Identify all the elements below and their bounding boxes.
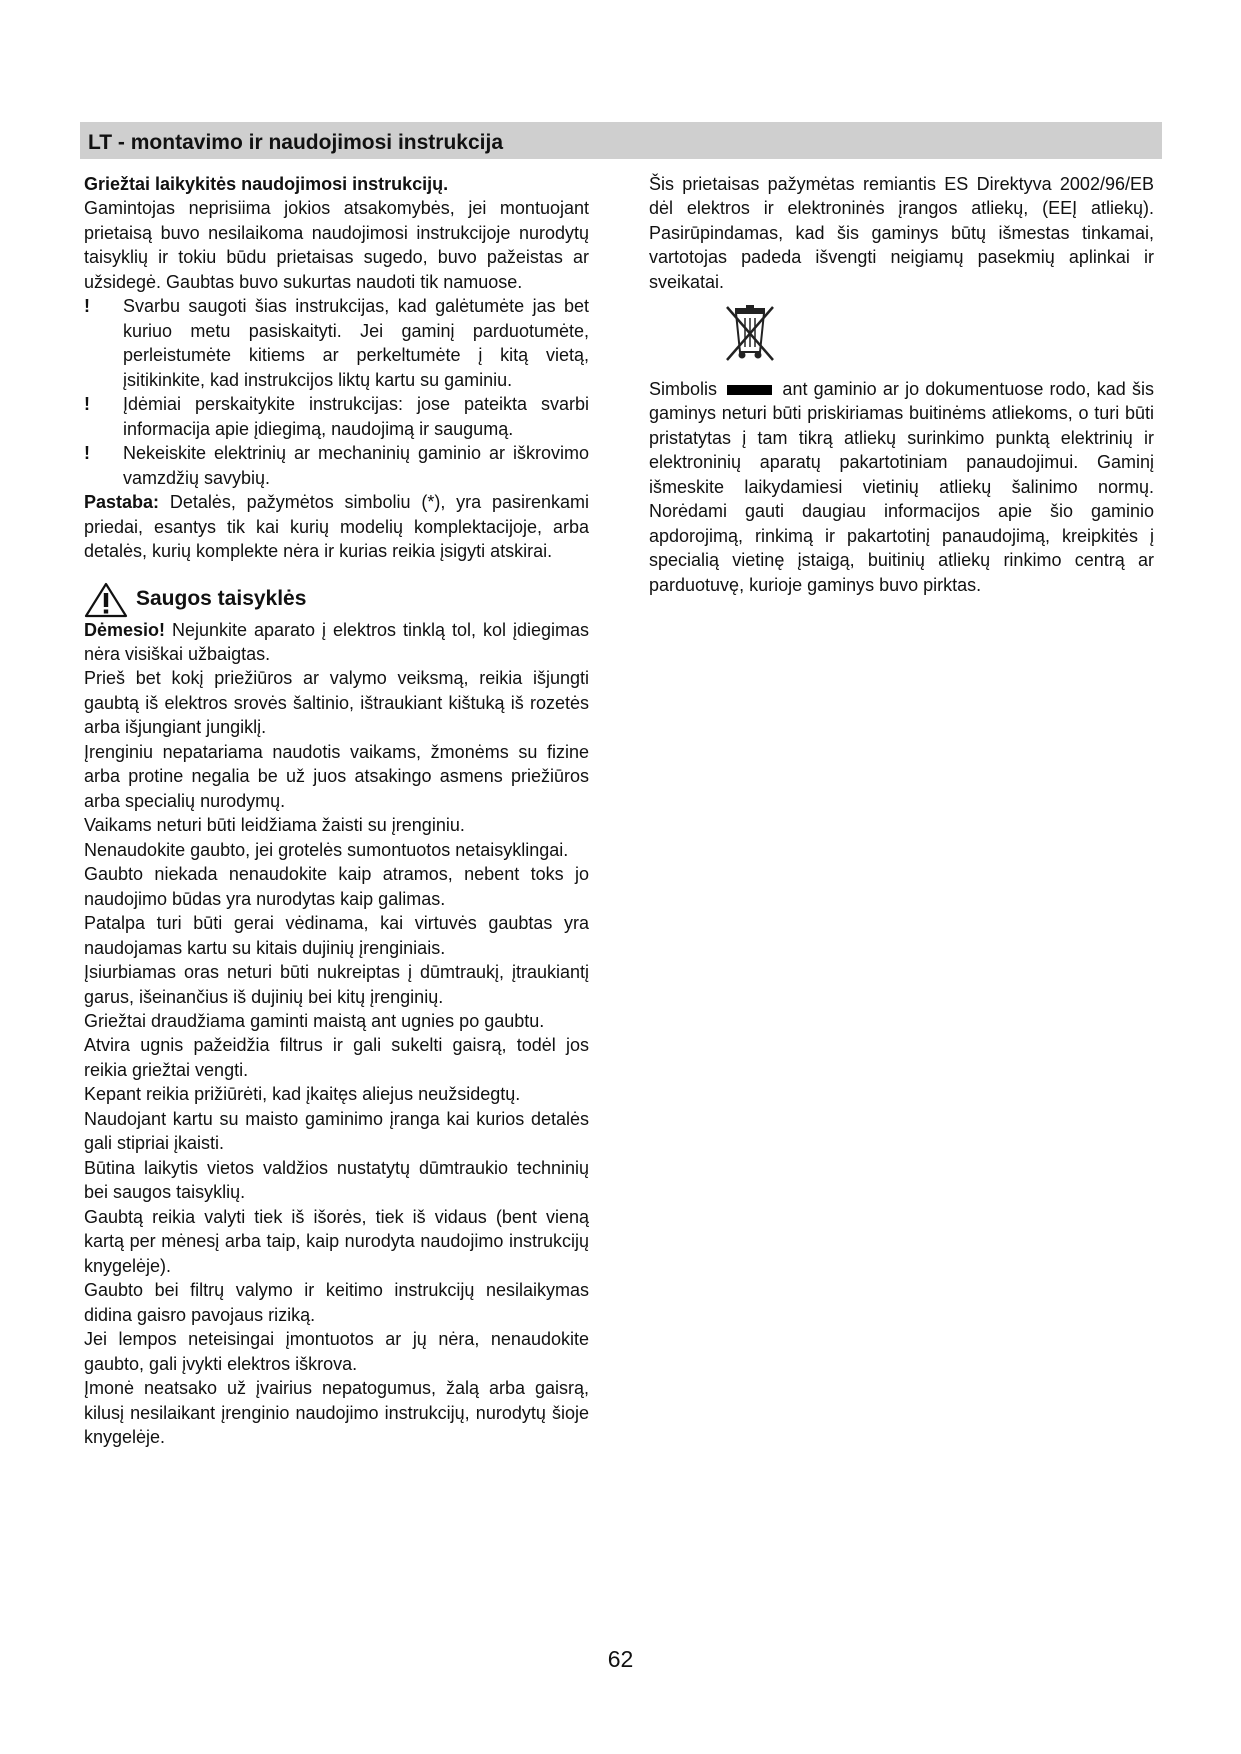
safety-paragraph: Įsiurbiamas oras neturi būti nukreiptas į dūmtraukį, įtraukiantį garus, išeinančius iš dujinių bei kitų įrenginių.	[84, 962, 589, 1007]
note-label: Pastaba:	[84, 492, 160, 513]
attention-text: Nejunkite aparato į elektros tinklą tol, kol įdiegimas nėra visiškai užbaigtas.	[84, 619, 589, 664]
black-bar-icon	[727, 385, 772, 395]
safety-paragraph: Griežtai draudžiama gaminti maistą ant ugnies po gaubtu.	[84, 1011, 545, 1031]
attention-paragraph	[84, 618, 589, 667]
safety-paragraph: Gaubto bei filtrų valymo ir keitimo instrukcijų nesilaikymas didina gaisro pavojaus riziką.	[84, 1280, 589, 1325]
section-title: LT - montavimo ir naudojimosi instrukcija	[88, 131, 503, 154]
safety-paragraph: Įmonė neatsako už įvairius nepatogumus, žalą arba gaisrą, kilusį nesilaikant įrenginio naudojimo instrukcijų, nurodytų šioje knygelėje.	[84, 1378, 589, 1447]
warning-item	[84, 441, 589, 490]
safety-paragraph: Prieš bet kokį priežiūros ar valymo veiksmą, reikia išjungti gaubtą iš elektros srovės šaltinio, ištraukiant kištuką iš rozetės arba išjungiant jungiklį.	[84, 668, 589, 738]
symbol-text: ant gaminio ar jo dokumentuose rodo, kad šis gaminys neturi būti priskiriamas buitinėms atliekoms, o turi būti pristatytas į tam tikrą atliekų surinkimo punktą elektrinių ir elektroninių aparatų pakartotiniam panaudojimui. Gaminį išmeskite laikydamiesi vietinių atliekų šalinimo normų. Norėdami gauti daugiau informacijos apie šio gaminio apdorojimą, rinkimą ir pakartotinį panaudojimą, kreipkitės į specialią vietinę įstaigą, buitinių atliekų rinkimo centrą ar parduotuvę, kurioje gaminys buvo pirktas.	[649, 378, 1154, 595]
safety-heading	[84, 582, 589, 618]
safety-paragraph: Nenaudokite gaubto, jei grotelės sumontuotos netaisyklingai.	[84, 839, 569, 860]
weee-text: Šis prietaisas pažymėtas remiantis ES Direktyva 2002/96/EB dėl elektros ir elektroninės įrangos atliekų, (EEĮ atliekų). Pasirūpindamas, kad šis gaminys būtų išmestas tinkamai, vartotojas padeda išvengti neigiamų pasekmių aplinkai ir sveikatai.	[649, 174, 1154, 292]
safety-paragraph: Jei lempos neteisingai įmontuotos ar jų nėra, nenaudokite gaubto, gali įvykti elektros iškrova.	[84, 1329, 589, 1374]
warning-triangle-icon	[84, 582, 128, 618]
intro-text: Gamintojas neprisiima jokios atsakomybės, jei montuojant prietaisą buvo nesilaikoma naudojimosi instrukcijoje nurodytų taisyklių ir tokiu būdu prietaisas sugedo, buvo pažeistas ar užsidegė. Gaubtas buvo sukurtas naudoti tik namuose.	[84, 198, 589, 292]
weee-bin-icon	[721, 304, 1154, 368]
safety-paragraph: Gaubtą reikia valyti tiek iš išorės, tiek iš vidaus (bent vieną kartą per mėnesį arba taip, kaip nurodyta naudojimo instrukcijų knygelėje).	[84, 1206, 589, 1276]
safety-paragraph: Vaikams neturi būti leidžiama žaisti su įrenginiu.	[84, 815, 465, 836]
warning-text: Svarbu saugoti šias instrukcijas, kad galėtumėte jas bet kuriuo metu pasiskaityti. Jei gaminį parduotumėte, perleistumėte kitiems ar perkeltumėte į kitą vietą, įsitikinkite, kad instrukcijos liktų kartu su gaminiu.	[123, 296, 589, 390]
safety-paragraph: Patalpa turi būti gerai vėdinama, kai virtuvės gaubtas yra naudojamas kartu su kitais dujinių įrenginiais.	[84, 913, 589, 958]
warning-mark: !	[84, 394, 90, 415]
intro-heading: Griežtai laikykitės naudojimosi instrukcijų.	[84, 174, 449, 194]
page-number: 62	[607, 1646, 634, 1672]
safety-paragraph: Naudojant kartu su maisto gaminimo įranga kai kurios detalės gali stipriai įkaisti.	[84, 1108, 589, 1154]
safety-paragraph: Gaubto niekada nenaudokite kaip atramos, nebent toks jo naudojimo būdas yra nurodytas kaip galimas.	[84, 864, 589, 909]
safety-paragraph: Atvira ugnis pažeidžia filtrus ir gali sukelti gaisrą, todėl jos reikia griežtai vengti.	[84, 1035, 589, 1080]
warning-mark: !	[84, 296, 90, 317]
note-paragraph	[84, 490, 589, 563]
safety-paragraph: Būtina laikytis vietos valdžios nustatytų dūmtraukio techninių bei saugos taisyklių.	[84, 1157, 589, 1203]
safety-title: Saugos taisyklės	[136, 587, 307, 611]
note-text: Detalės, pažymėtos simboliu (*), yra pasirenkami priedai, esantys tik kai kurių modelių komplektacijoje, arba detalės, kurių komplekte nėra ir kurias reikia įsigyti atskirai.	[84, 492, 589, 562]
attention-label: Dėmesio!	[84, 619, 166, 640]
symbol-paragraph	[649, 377, 1154, 597]
symbol-label: Simbolis	[649, 378, 718, 399]
safety-paragraph: Kepant reikia prižiūrėti, kad įkaitęs aliejus neužsidegtų.	[84, 1084, 521, 1105]
warning-mark: !	[84, 443, 90, 464]
right-column	[649, 172, 1154, 597]
left-column	[84, 172, 589, 1449]
warning-item	[84, 392, 589, 441]
warning-text: Įdėmiai perskaitykite instrukcijas: jose pateikta svarbi informacija apie įdiegimą, naudojimą ir saugumą.	[123, 394, 589, 439]
safety-paragraph: Įrenginiu nepatariama naudotis vaikams, žmonėms su fizine arba protine negalia be už juos atsakingo asmens priežiūros arba specialių nurodymų.	[84, 741, 589, 811]
warning-item	[84, 294, 589, 392]
section-header	[80, 122, 1162, 159]
warning-text: Nekeiskite elektrinių ar mechaninių gaminio ar iškrovimo vamzdžių savybių.	[123, 443, 589, 488]
